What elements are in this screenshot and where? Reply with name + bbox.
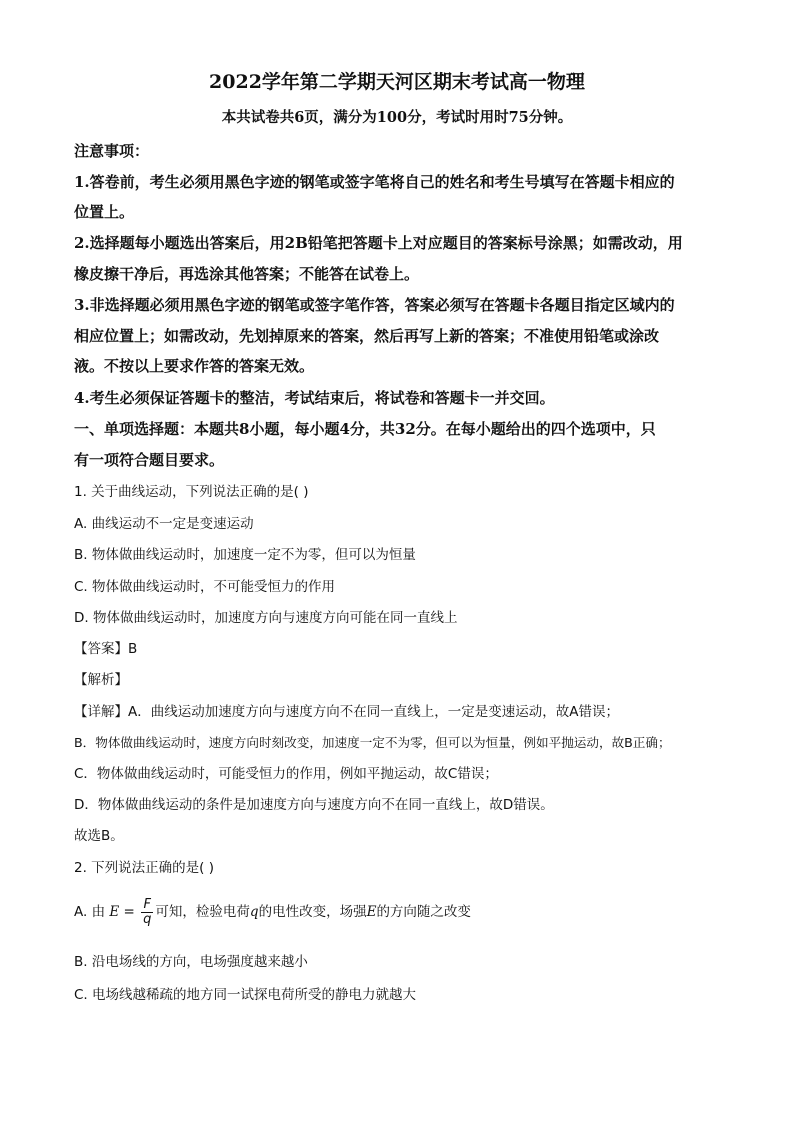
notes-line: 液。不按以上要求作答的答案无效。 [74, 357, 315, 375]
notes-heading: 注意事项： [74, 142, 150, 160]
question-1-option-c: C. 物体做曲线运动时，不可能受恒力的作用 [74, 579, 336, 595]
formula-numerator: F [141, 898, 153, 913]
formula-denominator: q [143, 911, 152, 927]
notes-line: 相应位置上；如需改动，先划掉原来的答案，然后再写上新的答案；不准使用铅笔或涂改 [74, 327, 660, 345]
option-a-text: 的方向随之改变 [376, 904, 471, 920]
question-1-option-a: A. 曲线运动不一定是变速运动 [74, 516, 254, 532]
question-2-option-b: B. 沿电场线的方向，电场强度越来越小 [74, 954, 308, 970]
question-1-detail: C．物体做曲线运动时，可能受恒力的作用，例如平抛运动，故C错误； [74, 766, 498, 782]
notes-line: 2.选择题每小题选出答案后，用2B铅笔把答题卡上对应题目的答案标号涂黑；如需改动，用 [74, 234, 683, 252]
question-2-stem: 2. 下列说法正确的是( ) [74, 860, 214, 876]
section-heading: 有一项符合题目要求。 [74, 451, 225, 469]
question-1-detail: D．物体做曲线运动的条件是加速度方向与速度方向不在同一直线上，故D错误。 [74, 797, 554, 813]
question-1-option-d: D. 物体做曲线运动时，加速度方向与速度方向可能在同一直线上 [74, 610, 458, 626]
option-a-text: 可知，检验电荷 [155, 904, 250, 920]
question-1-analysis: 【解析】 [74, 672, 128, 688]
notes-line: 橡皮擦干净后，再选涂其他答案；不能答在试卷上。 [74, 265, 420, 283]
question-2-option-a [74, 896, 471, 928]
question-2-option-c: C. 电场线越稀疏的地方同一试探电荷所受的静电力就越大 [74, 987, 417, 1003]
option-a-prefix: A. 由 [74, 904, 106, 920]
question-1-answer: 【答案】B [74, 641, 138, 657]
question-1-stem: 1. 关于曲线运动，下列说法正确的是( ) [74, 484, 309, 500]
variable-e: E [366, 904, 377, 920]
formula-fraction [141, 898, 153, 927]
notes-line: 3.非选择题必须用黑色字迹的钢笔或签字笔作答，答案必须写在答题卡各题目指定区域内的 [74, 296, 675, 314]
notes-line: 1.答卷前，考生必须用黑色字迹的钢笔或签字笔将自己的姓名和考生号填写在答题卡相应的 [74, 173, 675, 191]
question-1-option-b: B. 物体做曲线运动时，加速度一定不为零，但可以为恒量 [74, 547, 416, 563]
section-heading: 一、单项选择题：本题共8小题，每小题4分，共32分。在每小题给出的四个选项中，只 [74, 420, 656, 438]
notes-line: 位置上。 [74, 203, 135, 221]
variable-q: q [249, 904, 259, 920]
question-1-detail: 【详解】A．曲线运动加速度方向与速度方向不在同一直线上，一定是变速运动，故A错误； [74, 704, 619, 720]
notes-line: 4.考生必须保证答题卡的整洁，考试结束后，将试卷和答题卡一并交回。 [74, 389, 555, 407]
question-1-conclusion: 故选B。 [74, 828, 124, 844]
option-a-text: 的电性改变，场强 [258, 904, 367, 920]
formula-lhs: E = [109, 904, 135, 920]
page-title: 2022学年第二学期天河区期末考试高一物理 [209, 71, 585, 93]
question-1-detail: B．物体做曲线运动时，速度方向时刻改变，加速度一定不为零，但可以为恒量，例如平抛运动，故B正确； [74, 735, 671, 750]
page-subtitle: 本共试卷共6页，满分为100分，考试时用时75分钟。 [221, 109, 573, 126]
